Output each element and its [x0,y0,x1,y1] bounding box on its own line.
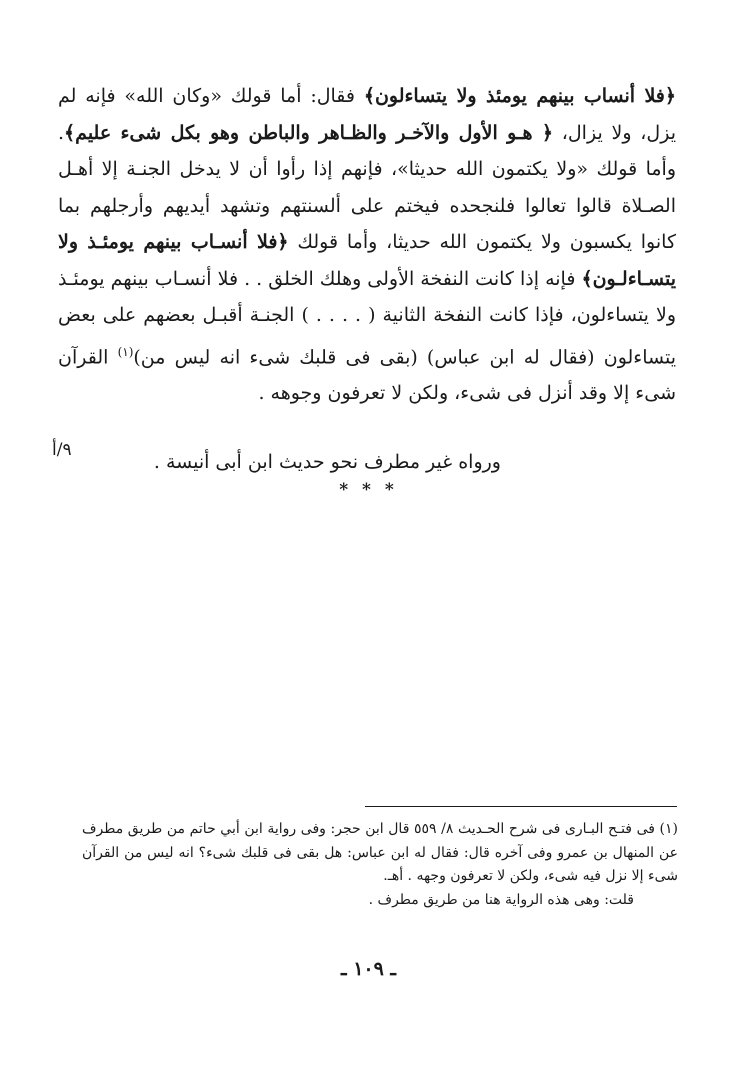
text-segment: فقال: أما قولك «وكان الله» فإنه لم يزل، ولا يزال، [58,85,677,144]
quran-verse-no-lineage: ﴿فلا أنسـاب بينهم يومئـذ ولا يتسـاءلـون﴾ [58,231,676,290]
narration-line: ورواه غير مطرف نحو حديث ابن أبى أنيسة . [153,451,501,473]
text-segment: فإنه إذا كانت النفخة الأولى وهلك الخلق . . فلا أنسـاب بينهم يومئـذ ولا يتساءلون، فإذا كانت النفخة الثانية ( . . . . ) الجنـة أقبـل بعضهم على بعض يتساءلون (فقال له ابن عباس) (بقى فى قلبك شىء انه ليس من) [58,267,676,368]
quran-verse-no-lineage: ﴿فلا أنساب بينهم يومئذ ولا يتساءلون﴾ [363,85,676,107]
page-number: ـ ١٠٩ ـ [341,958,396,980]
main-paragraph [58,78,676,412]
footnotes [82,818,678,912]
footnote-divider [365,806,677,807]
quran-verse-first-last: ﴿ هـو الأول والآخـر والظـاهر والباطن وهو بكل شىء عليم﴾ [64,121,553,144]
editor-note: قلت: وهى هذه الرواية هنا من طريق مطرف . [368,891,634,908]
footnote-1: (١) فى فتـح البـارى فى شرح الحـديث ٨/ ٥٥٩ قال ابن حجر: وفى رواية ابن أبي حاتم من طريق مطرف عن المنهال بن عمرو وفى آخره قال: فقال له ابن عباس: هل بقى فى قلبك شىء؟ انه ليس من القرآن شىء إلا نزل فيه شىء، ولكن لا تعرفون وجهه . أهـ. [82,821,678,884]
section-separator: * * * [339,480,398,500]
manuscript-folio-note: ٩/أ [52,440,72,460]
footnote-marker: (١) [117,344,134,359]
text-segment: القرآن شىء إلا وقد أنزل فى شىء، ولكن لا تعرفون وجوهه . [58,345,676,405]
main-text [58,78,676,412]
text-segment: . وأما قولك «ولا يكتمون الله حديثا»، فإنهم إذا رأوا أن لا يدخل الجنـة إلا أهـل الصـلاة قالوا تعالوا فلنجحده فيختم على ألسنتهم وتشهد أيديهم وأرجلهم بما كانوا يكسبون ولا يكتمون الله حديثا، وأما قولك [58,121,676,253]
